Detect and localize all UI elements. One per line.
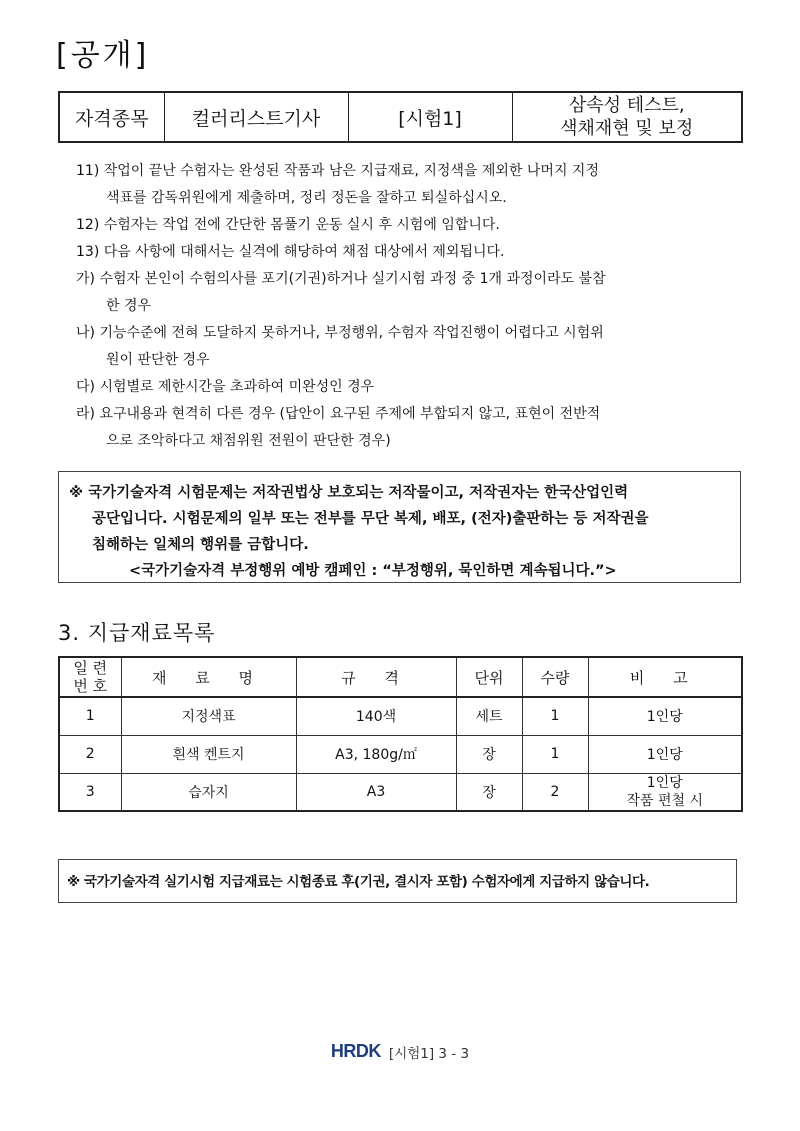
campaign-slogan: <국가기술자격 부정행위 예방 캠페인 : “부정행위, 묵인하면 계속됩니다.”> (129, 563, 617, 579)
instruction-text-cont: 한 경우 (106, 298, 152, 314)
header-material-name: 재 료 명 (121, 657, 296, 697)
table-header-row (59, 657, 742, 697)
header-spec: 규 격 (296, 657, 456, 697)
copyright-notice-box (58, 471, 741, 583)
instruction-number: 가) (76, 271, 100, 287)
section-title: 3. 지급재료목록 (58, 621, 216, 645)
copyright-line-2: 공단입니다. 시험문제의 일부 또는 전부를 무단 복제, 배포, (전자)출판하는 등 저작권을 (92, 511, 649, 527)
header-unit: 단위 (456, 657, 522, 697)
instruction-text: 시험별로 제한시간을 초과하여 미완성인 경우 (99, 379, 375, 395)
instruction-text: 요구내용과 현격히 다른 경우 (답안이 요구된 주제에 부합되지 않고, 표현이 전반적 (99, 406, 601, 422)
cell-name: 습자지 (121, 773, 296, 811)
subject-line-1: 삼속성 테스트, (568, 95, 685, 116)
materials-table (58, 656, 743, 812)
cell-note: 1인당 (588, 697, 742, 735)
cell-name: 지정색표 (121, 697, 296, 735)
cell-unit: 장 (456, 735, 522, 773)
instruction-continuation (76, 293, 748, 320)
copyright-line-3: 침해하는 일체의 행위를 금합니다. (92, 537, 309, 553)
instruction-text-cont: 색표를 감독위원에게 제출하며, 정리 정돈을 잘하고 퇴실하십시오. (106, 190, 507, 206)
public-label: [공개] (56, 38, 150, 73)
instruction-text: 수험자는 작업 전에 간단한 몸풀기 운동 실시 후 시험에 임합니다. (103, 217, 500, 233)
page-number: [시험1] 3 - 3 (388, 1045, 470, 1062)
subject-cell (512, 92, 742, 142)
cell-quantity: 2 (522, 773, 588, 811)
cell-serial: 2 (59, 735, 121, 773)
cell-quantity: 1 (522, 735, 588, 773)
page-footer (0, 1041, 800, 1062)
field-value: 컬러리스트기사 (164, 92, 348, 142)
instruction-number: 11) (76, 163, 104, 179)
instruction-item (76, 266, 748, 293)
instruction-item (76, 401, 748, 428)
cell-serial: 3 (59, 773, 121, 811)
cell-unit: 세트 (456, 697, 522, 735)
table-row (59, 735, 742, 773)
instruction-number: 라) (76, 406, 100, 422)
exam-label: [시험1] (348, 92, 512, 142)
cell-serial: 1 (59, 697, 121, 735)
subject-line-2: 색채재현 및 보정 (560, 118, 694, 139)
cell-spec: A3 (296, 773, 456, 811)
instruction-item (76, 158, 748, 185)
instruction-text: 기능수준에 전혀 도달하지 못하거나, 부정행위, 수험자 작업진행이 어렵다고 시험위 (99, 325, 604, 341)
instruction-item (76, 320, 748, 347)
cell-note-line-2: 작품 편철 시 (626, 792, 704, 809)
instruction-item (76, 212, 748, 239)
instruction-continuation (76, 347, 748, 374)
instruction-text-cont: 으로 조악하다고 채점위원 전원이 판단한 경우) (106, 433, 391, 449)
cell-note: 1인당 (588, 735, 742, 773)
cell-note-line-1: 1인당 (646, 774, 683, 791)
instruction-text: 작업이 끝난 수험자는 완성된 작품과 남은 지급재료, 지정색을 제외한 나머지 지정 (103, 163, 599, 179)
instruction-text: 다음 사항에 대해서는 실격에 해당하여 채점 대상에서 제외됩니다. (103, 244, 505, 260)
header-serial-top: 일 련 (73, 659, 108, 677)
instruction-number: 12) (76, 217, 104, 233)
header-serial-bottom: 번 호 (73, 677, 108, 695)
cell-note (588, 773, 742, 811)
cell-spec: A3, 180g/㎡ (296, 735, 456, 773)
instruction-continuation (76, 428, 748, 455)
instruction-number: 13) (76, 244, 104, 260)
field-label: 자격종목 (59, 92, 164, 142)
cell-spec: 140색 (296, 697, 456, 735)
instruction-continuation (76, 185, 748, 212)
cell-unit: 장 (456, 773, 522, 811)
instruction-item (76, 374, 748, 401)
header-note: 비 고 (588, 657, 742, 697)
instruction-text: 수험자 본인이 수험의사를 포기(기권)하거나 실기시험 과정 중 1개 과정이라도 불참 (99, 271, 606, 287)
table-row (59, 697, 742, 735)
materials-notice-box: ※ 국가기술자격 실기시험 지급재료는 시험종료 후(기권, 결시자 포함) 수험자에게 지급하지 않습니다. (58, 859, 737, 903)
instruction-item (76, 239, 748, 266)
instruction-text-cont: 원이 판단한 경우 (106, 352, 210, 368)
cell-quantity: 1 (522, 697, 588, 735)
cell-name: 흰색 켄트지 (121, 735, 296, 773)
header-quantity: 수량 (522, 657, 588, 697)
instruction-number: 다) (76, 379, 100, 395)
hrdk-logo: HRDK (330, 1041, 381, 1061)
table-row (59, 773, 742, 811)
exam-header-table (58, 91, 743, 143)
instruction-number: 나) (76, 325, 100, 341)
header-serial-number (59, 657, 121, 697)
instruction-list (76, 158, 748, 455)
copyright-line-1: ※ 국가기술자격 시험문제는 저작권법상 보호되는 저작물이고, 저작권자는 한국산업인력 (69, 485, 629, 501)
